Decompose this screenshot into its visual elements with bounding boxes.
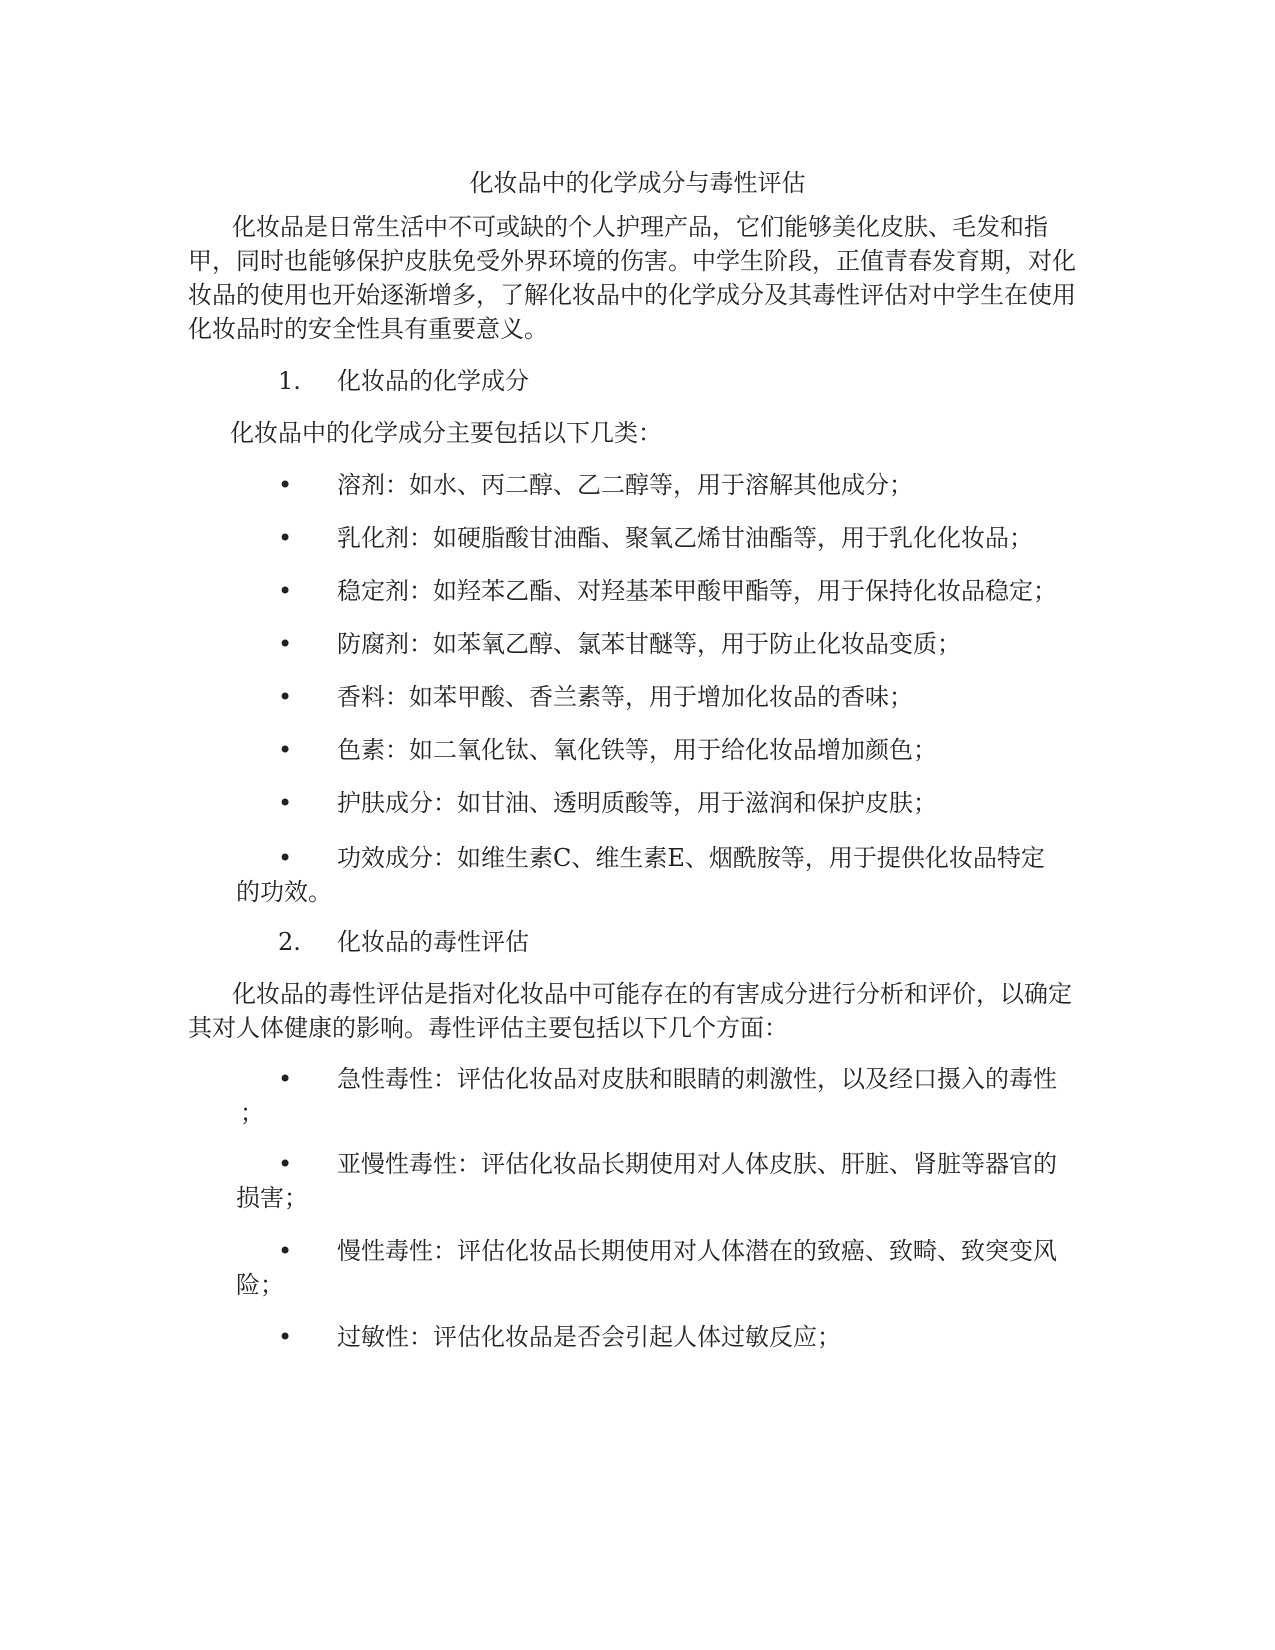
- bullet-icon: •: [278, 1237, 293, 1265]
- section-2-title: 化妆品的毒性评估: [337, 928, 529, 956]
- list-item-text: 乳化剂：如硬脂酸甘油酯、聚氧乙烯甘油酯等，用于乳化化妆品；: [337, 524, 1033, 552]
- bullet-icon: •: [278, 789, 293, 817]
- list-item-continuation: 的功效。: [236, 878, 332, 906]
- list-item-continuation: 损害；: [236, 1184, 308, 1212]
- bullet-icon: •: [278, 683, 293, 711]
- list-item-text: 香料：如苯甲酸、香兰素等，用于增加化妆品的香味；: [337, 683, 913, 711]
- list-item-text: 过敏性：评估化妆品是否会引起人体过敏反应；: [337, 1323, 841, 1351]
- list-item-continuation: ；: [240, 1099, 264, 1127]
- bullet-icon: •: [278, 577, 293, 605]
- list-item-acute-toxicity: [236, 1062, 1096, 1130]
- section-2-intro: 化妆品的毒性评估是指对化妆品中可能存在的有害成分进行分析和评价，以确定其对人体健康的影响。毒性评估主要包括以下几个方面：: [188, 980, 1072, 1042]
- list-item-text: 稳定剂：如羟苯乙酯、对羟基苯甲酸甲酯等，用于保持化妆品稳定；: [337, 577, 1057, 605]
- list-item-continuation: 险；: [236, 1271, 284, 1299]
- list-item-text: 亚慢性毒性：评估化妆品长期使用对人体皮肤、肝脏、肾脏等器官的: [337, 1150, 1057, 1178]
- list-item-text: 慢性毒性：评估化妆品长期使用对人体潜在的致癌、致畸、致突变风: [337, 1237, 1057, 1265]
- bullet-icon: •: [278, 1150, 293, 1178]
- list-item-text: 色素：如二氧化钛、氧化铁等，用于给化妆品增加颜色；: [337, 736, 937, 764]
- intro-paragraph: 化妆品是日常生活中不可或缺的个人护理产品，它们能够美化皮肤、毛发和指甲，同时也能够保护皮肤免受外界环境的伤害。中学生阶段，正值青春发育期，对化妆品的使用也开始逐渐增多，了解化妆品中的化学成分及其毒性评估对中学生在使用化妆品时的安全性具有重要意义。: [188, 213, 1076, 343]
- list-item-line: [236, 1234, 1096, 1268]
- list-item-text: 功效成分：如维生素C、维生素E、烟酰胺等，用于提供化妆品特定: [337, 844, 1045, 872]
- list-item-chronic-toxicity: [236, 1234, 1096, 1302]
- bullet-icon: •: [278, 1323, 293, 1351]
- section-2-heading: [278, 925, 529, 959]
- bullet-icon: •: [278, 524, 293, 552]
- bullet-icon: •: [278, 471, 293, 499]
- bullet-icon: •: [278, 736, 293, 764]
- list-item-functional: [236, 841, 1096, 909]
- section-1-title: 化妆品的化学成分: [337, 367, 529, 395]
- section-2-number: 2.: [278, 928, 301, 956]
- list-item-line: [236, 1062, 1096, 1096]
- list-item-text: 急性毒性：评估化妆品对皮肤和眼睛的刺激性，以及经口摄入的毒性: [337, 1065, 1057, 1093]
- section-1-number: 1.: [278, 367, 301, 395]
- list-item-line: [236, 841, 1096, 875]
- bullet-icon: •: [278, 630, 293, 658]
- bullet-icon: •: [278, 844, 293, 872]
- section-1-lead: 化妆品中的化学成分主要包括以下几类：: [230, 419, 662, 447]
- list-item-text: 护肤成分：如甘油、透明质酸等，用于滋润和保护皮肤；: [337, 789, 937, 817]
- document-title: 化妆品中的化学成分与毒性评估: [469, 169, 806, 197]
- bullet-icon: •: [278, 1065, 293, 1093]
- list-item-subchronic-toxicity: [236, 1147, 1096, 1215]
- list-item-text: 溶剂：如水、丙二醇、乙二醇等，用于溶解其他成分；: [337, 471, 913, 499]
- list-item-line: [236, 1147, 1096, 1181]
- list-item-text: 防腐剂：如苯氧乙醇、氯苯甘醚等，用于防止化妆品变质；: [337, 630, 961, 658]
- section-1-heading: [278, 364, 529, 398]
